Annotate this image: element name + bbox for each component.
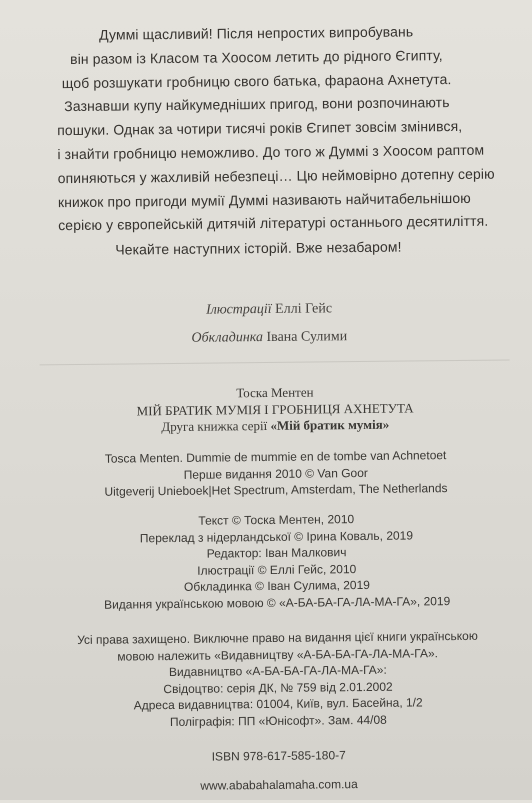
cover-credit bbox=[79, 324, 459, 352]
copyright-line: Текст © Тоска Ментен, 2010 bbox=[198, 512, 355, 528]
first-edition: Перше видання 2010 © Van Goor bbox=[183, 465, 368, 482]
divider bbox=[40, 359, 510, 365]
book-title-block bbox=[40, 382, 510, 437]
blurb-line: серією у європейській дитячій літературі останнього десятиліття. bbox=[58, 213, 489, 234]
blurb-line: щоб розшукати гробницю свого батька, фараона Ахнетута. bbox=[61, 70, 452, 91]
copyright-block bbox=[41, 509, 512, 613]
publisher-info-line: Поліграфія: ПП «Юнісофт». Зам. 44/08 bbox=[169, 712, 387, 729]
publisher-info-line: Адреса видавництва: 01004, Київ, вул. Басейна, 1/2 bbox=[133, 695, 423, 713]
series-name: «Мій братик мумія» bbox=[270, 416, 390, 434]
back-cover-blurb bbox=[56, 20, 495, 263]
rights-line: мовою належить «Видавництву «А-БА-БА-ГА-ЛА-МА-ГА». bbox=[117, 645, 439, 664]
original-title: Tosca Menten. Dummie de mummie en de tombe van Achnetoet bbox=[104, 448, 447, 466]
blurb-teaser: Чекайте наступних історій. Вже незабаром! bbox=[115, 238, 402, 258]
author-name: Тоска Ментен bbox=[236, 384, 314, 401]
series-line bbox=[40, 416, 510, 438]
illustrations-name: Еллі Гейс bbox=[275, 301, 333, 317]
copyright-line: Видання українською мовою © «А-БА-БА-ГА-ЛА-МА-ГА», 2019 bbox=[103, 594, 451, 612]
rights-line: Усі права захищено. Виключне право на видання цієї книги українською bbox=[77, 628, 478, 647]
copyright-line: Редактор: Іван Малкович bbox=[206, 545, 347, 561]
blurb-line: Думмі щасливий! Після непростих випробувань bbox=[99, 23, 414, 43]
website-url: www.ababahalamaha.com.ua bbox=[200, 777, 358, 793]
blurb-line: книжок про пригоди мумії Думмі називають найчитабельнішою bbox=[57, 189, 471, 210]
blurb-line: опиняються у жахливій небезпеці… Цю неймовірно дотепну серію bbox=[57, 165, 495, 186]
copyright-line: Обкладинка © Іван Сулима, 2019 bbox=[183, 578, 370, 595]
book-title: МІЙ БРАТИК МУМІЯ І ГРОБНИЦЯ АХНЕТУТА bbox=[136, 400, 414, 418]
illustrations-credit bbox=[79, 296, 459, 324]
isbn-line: ISBN 978-617-585-180-7 bbox=[211, 748, 346, 764]
original-publisher: Uitgeverij Unieboek|Het Spectrum, Amsterdam, The Netherlands bbox=[104, 481, 448, 499]
publisher-info-line: Видавництво «А-БА-БА-ГА-ЛА-МА-ГА»: bbox=[168, 662, 387, 680]
cover-label: Обкладинка bbox=[191, 330, 264, 346]
blurb-line: і знайти гробницю неможливо. До того ж Думмі з Хоосом раптом bbox=[57, 141, 485, 163]
blurb-line: пошуки. Однак за чотири тисячі років Єгипет зовсім змінився, bbox=[57, 118, 463, 139]
series-prefix: Друга книжка серії bbox=[161, 418, 268, 435]
blurb-line: Зазнавши купу найкумедніших пригод, вони розпочинають bbox=[64, 94, 450, 115]
rights-block bbox=[42, 627, 513, 731]
illustrations-label: Ілюстрації bbox=[206, 301, 272, 318]
blurb-line: він разом із Класом та Хоосом летить до рідного Єгипту, bbox=[70, 46, 443, 67]
cover-name: Івана Сулими bbox=[266, 329, 348, 345]
original-edition-block bbox=[41, 446, 511, 501]
publisher-info-line: Свідоцтво: серія ДК, № 759 від 2.01.2002 bbox=[163, 679, 393, 696]
artist-credits bbox=[79, 296, 460, 352]
copyright-line: Ілюстрації © Еллі Гейс, 2010 bbox=[197, 561, 357, 578]
copyright-line: Переклад з нідерландської © Ірина Коваль, 2019 bbox=[139, 528, 414, 545]
